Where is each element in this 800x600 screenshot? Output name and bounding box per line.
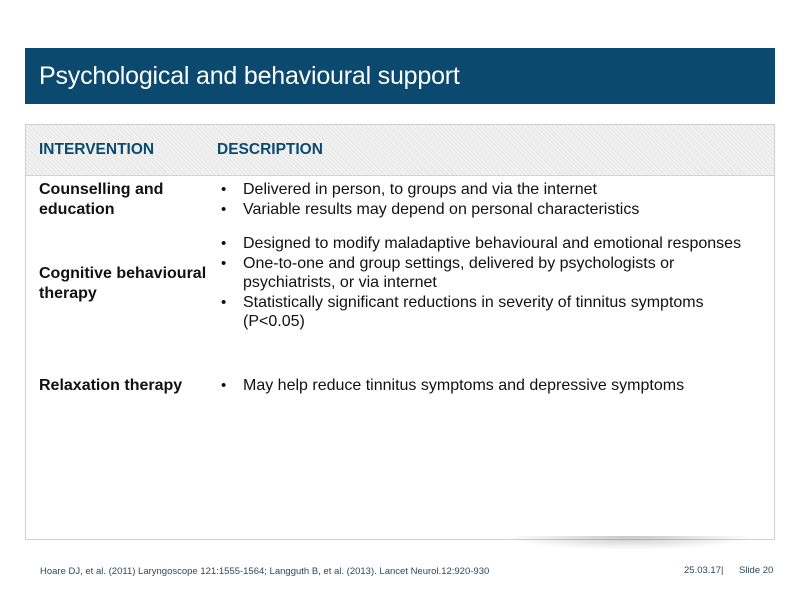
- bullet-item: • One-to-one and group settings, delivered by psychologists or psychiatrists, or via internet: [221, 254, 766, 293]
- bullet-item: • Delivered in person, to groups and via the internet: [221, 180, 766, 200]
- bullet-item: • May help reduce tinnitus symptoms and depressive symptoms: [221, 376, 766, 396]
- row-label-counselling: Counselling and education: [39, 181, 164, 218]
- column-header-intervention: INTERVENTION: [39, 141, 155, 158]
- row-label-cbt: Cognitive behavioural therapy: [39, 265, 207, 302]
- slide-title: Psychological and behavioural support: [39, 62, 460, 90]
- column-header-description: DESCRIPTION: [217, 141, 323, 158]
- title-bar: [25, 48, 775, 104]
- bullet-item: • Variable results may depend on personal characteristics: [221, 200, 766, 220]
- bullet-item: • Statistically significant reductions in severity of tinnitus symptoms (P<0.05): [221, 293, 766, 332]
- row-bullets-relaxation: [221, 376, 766, 396]
- intervention-table: [25, 124, 775, 540]
- footer-reference: Hoare DJ, et al. (2011) Laryngoscope 121:1555-1564; Langguth B, et al. (2013). Lancet Neurol.12:920-930: [40, 566, 490, 577]
- footer-date: 25.03.17|: [684, 565, 724, 576]
- footer-slide-number: [739, 565, 773, 576]
- slide-label: Slide: [739, 565, 761, 576]
- row-bullets-cbt: [221, 234, 766, 332]
- slide-number: 20: [762, 565, 774, 576]
- bullet-item: • Designed to modify maladaptive behavioural and emotional responses: [221, 234, 766, 254]
- row-bullets-counselling: [221, 180, 766, 219]
- table-header: [26, 125, 774, 176]
- row-label-relaxation: Relaxation therapy: [39, 377, 183, 394]
- table-drop-shadow: [505, 536, 755, 550]
